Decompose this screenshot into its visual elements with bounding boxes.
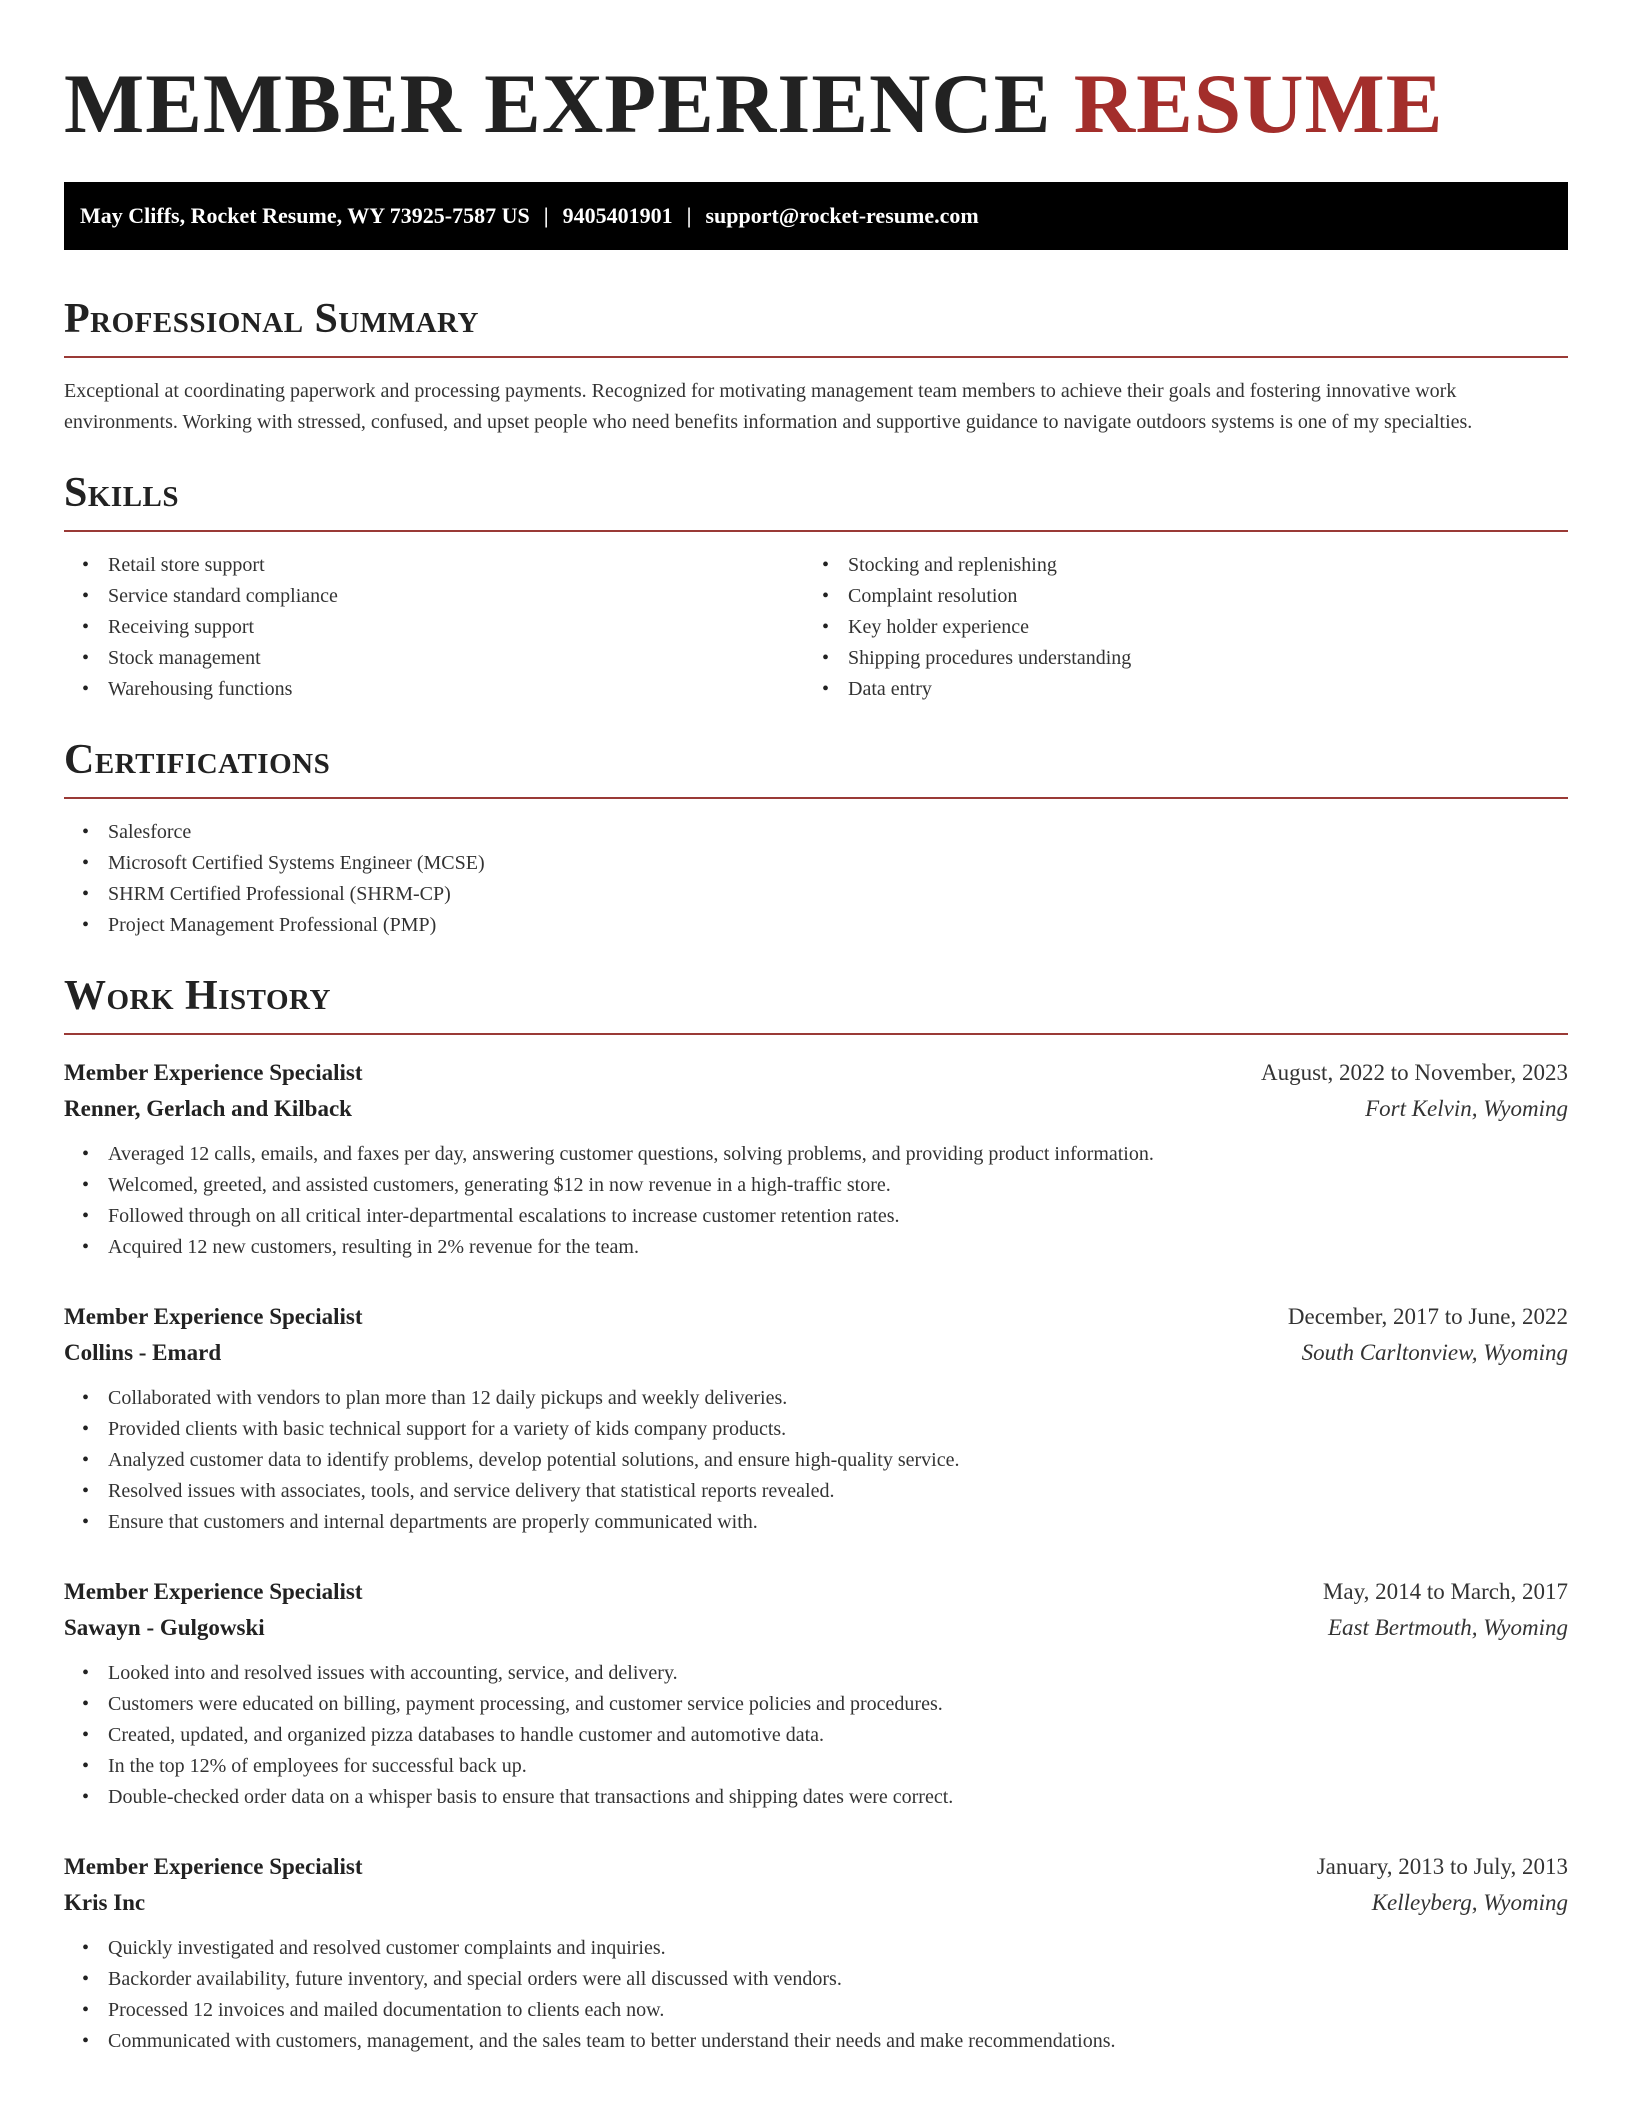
contact-bar <box>64 182 1568 250</box>
summary-text: Exceptional at coordinating paperwork and processing payments. Recognized for motivating management team members to achieve their goals and fostering innovative work environments. Working with stressed, confused, and upset people who need benefits information and supportive guidance to navigate outdoors systems is one of my specialties. <box>64 380 1473 433</box>
skills-list-left <box>64 550 804 705</box>
job-company: Kris Inc <box>64 1890 146 1915</box>
job-bullet: • Followed through on all critical inter-departmental escalations to increase customer retention rates. <box>64 1201 1568 1232</box>
section-heading-skills: Skills <box>64 470 180 516</box>
contact-separator: | <box>543 203 549 228</box>
professional-summary-section <box>64 294 1568 438</box>
job-bullet: • Analyzed customer data to identify problems, develop potential solutions, and ensure high-quality service. <box>64 1445 1568 1476</box>
job-dates: December, 2017 to June, 2022 <box>1287 1304 1568 1329</box>
job-bullets <box>64 1383 1568 1538</box>
job-bullet: • Double-checked order data on a whisper basis to ensure that transactions and shipping dates were correct. <box>64 1782 1568 1813</box>
contact-separator: | <box>686 203 692 228</box>
job-bullet: • Averaged 12 calls, emails, and faxes per day, answering customer questions, solving problems, and providing product information. <box>64 1139 1568 1170</box>
contact-phone: 9405401901 <box>562 203 673 228</box>
job-bullet: • Created, updated, and organized pizza databases to handle customer and automotive data. <box>64 1720 1568 1751</box>
skill-item: • Stock management <box>64 643 804 674</box>
job-bullet: • Processed 12 invoices and mailed documentation to clients each now. <box>64 1995 1568 2026</box>
work-history-section <box>64 971 1568 2057</box>
section-heading-summary: Professional Summary <box>64 296 479 342</box>
skill-item: • Key holder experience <box>804 612 1544 643</box>
job-bullet: • Communicated with customers, management, and the sales team to better understand their needs and make recommendations. <box>64 2026 1568 2057</box>
job-bullet: • Resolved issues with associates, tools, and service delivery that statistical reports revealed. <box>64 1476 1568 1507</box>
job-location: East Bertmouth, Wyoming <box>1328 1615 1568 1640</box>
certifications-list <box>64 817 1568 941</box>
job-bullet: • Customers were educated on billing, payment processing, and customer service policies and procedures. <box>64 1689 1568 1720</box>
skills-section <box>64 468 1568 705</box>
job-title: Member Experience Specialist <box>64 1579 363 1604</box>
job-location: Fort Kelvin, Wyoming <box>1365 1096 1568 1121</box>
contact-email: support@rocket-resume.com <box>705 203 979 228</box>
skill-item: • Receiving support <box>64 612 804 643</box>
resume-title <box>64 58 1568 150</box>
job-location: Kelleyberg, Wyoming <box>1371 1890 1568 1915</box>
job-bullet: • Collaborated with vendors to plan more than 12 daily pickups and weekly deliveries. <box>64 1383 1568 1414</box>
skill-item: • Retail store support <box>64 550 804 581</box>
job-title: Member Experience Specialist <box>64 1854 363 1879</box>
section-divider <box>64 356 1568 358</box>
job-bullet: • Looked into and resolved issues with accounting, service, and delivery. <box>64 1658 1568 1689</box>
job-bullets <box>64 1658 1568 1813</box>
job-bullet: • Acquired 12 new customers, resulting in 2% revenue for the team. <box>64 1232 1568 1263</box>
certification-item: • Project Management Professional (PMP) <box>64 910 1568 941</box>
contact-address: May Cliffs, Rocket Resume, WY 73925-7587 US <box>80 203 530 228</box>
job-entry <box>64 1849 1568 2057</box>
section-heading-work-history: Work History <box>64 973 331 1019</box>
job-company: Sawayn - Gulgowski <box>64 1615 265 1640</box>
job-bullets <box>64 1139 1568 1263</box>
job-entry <box>64 1574 1568 1813</box>
skill-item: • Data entry <box>804 674 1544 705</box>
certification-item: • Microsoft Certified Systems Engineer (MCSE) <box>64 848 1568 879</box>
title-main: MEMBER EXPERIENCE <box>64 57 1052 151</box>
section-divider <box>64 1033 1568 1035</box>
job-company: Renner, Gerlach and Kilback <box>64 1096 352 1121</box>
job-entry <box>64 1299 1568 1538</box>
job-company: Collins - Emard <box>64 1340 222 1365</box>
skill-item: • Service standard compliance <box>64 581 804 612</box>
job-bullet: • In the top 12% of employees for successful back up. <box>64 1751 1568 1782</box>
certification-item: • SHRM Certified Professional (SHRM-CP) <box>64 879 1568 910</box>
job-title: Member Experience Specialist <box>64 1304 363 1329</box>
section-heading-certifications: Certifications <box>64 737 331 783</box>
skills-grid <box>64 532 1568 705</box>
job-dates: May, 2014 to March, 2017 <box>1322 1579 1568 1604</box>
job-dates: January, 2013 to July, 2013 <box>1316 1854 1568 1879</box>
job-bullet: • Ensure that customers and internal departments are properly communicated with. <box>64 1507 1568 1538</box>
certification-item: • Salesforce <box>64 817 1568 848</box>
job-title: Member Experience Specialist <box>64 1060 363 1085</box>
section-divider <box>64 797 1568 799</box>
certifications-section <box>64 735 1568 941</box>
job-bullet: • Backorder availability, future inventory, and special orders were all discussed with vendors. <box>64 1964 1568 1995</box>
job-dates: August, 2022 to November, 2023 <box>1261 1060 1568 1085</box>
skill-item: • Warehousing functions <box>64 674 804 705</box>
skills-list-right <box>804 550 1544 705</box>
job-entry <box>64 1055 1568 1263</box>
job-bullet: • Quickly investigated and resolved customer complaints and inquiries. <box>64 1933 1568 1964</box>
skill-item: • Shipping procedures understanding <box>804 643 1544 674</box>
title-accent: RESUME <box>1073 57 1444 151</box>
job-bullets <box>64 1933 1568 2057</box>
skill-item: • Complaint resolution <box>804 581 1544 612</box>
job-location: South Carltonview, Wyoming <box>1301 1340 1568 1365</box>
skill-item: • Stocking and replenishing <box>804 550 1544 581</box>
job-bullet: • Welcomed, greeted, and assisted customers, generating $12 in now revenue in a high-traffic store. <box>64 1170 1568 1201</box>
job-bullet: • Provided clients with basic technical support for a variety of kids company products. <box>64 1414 1568 1445</box>
